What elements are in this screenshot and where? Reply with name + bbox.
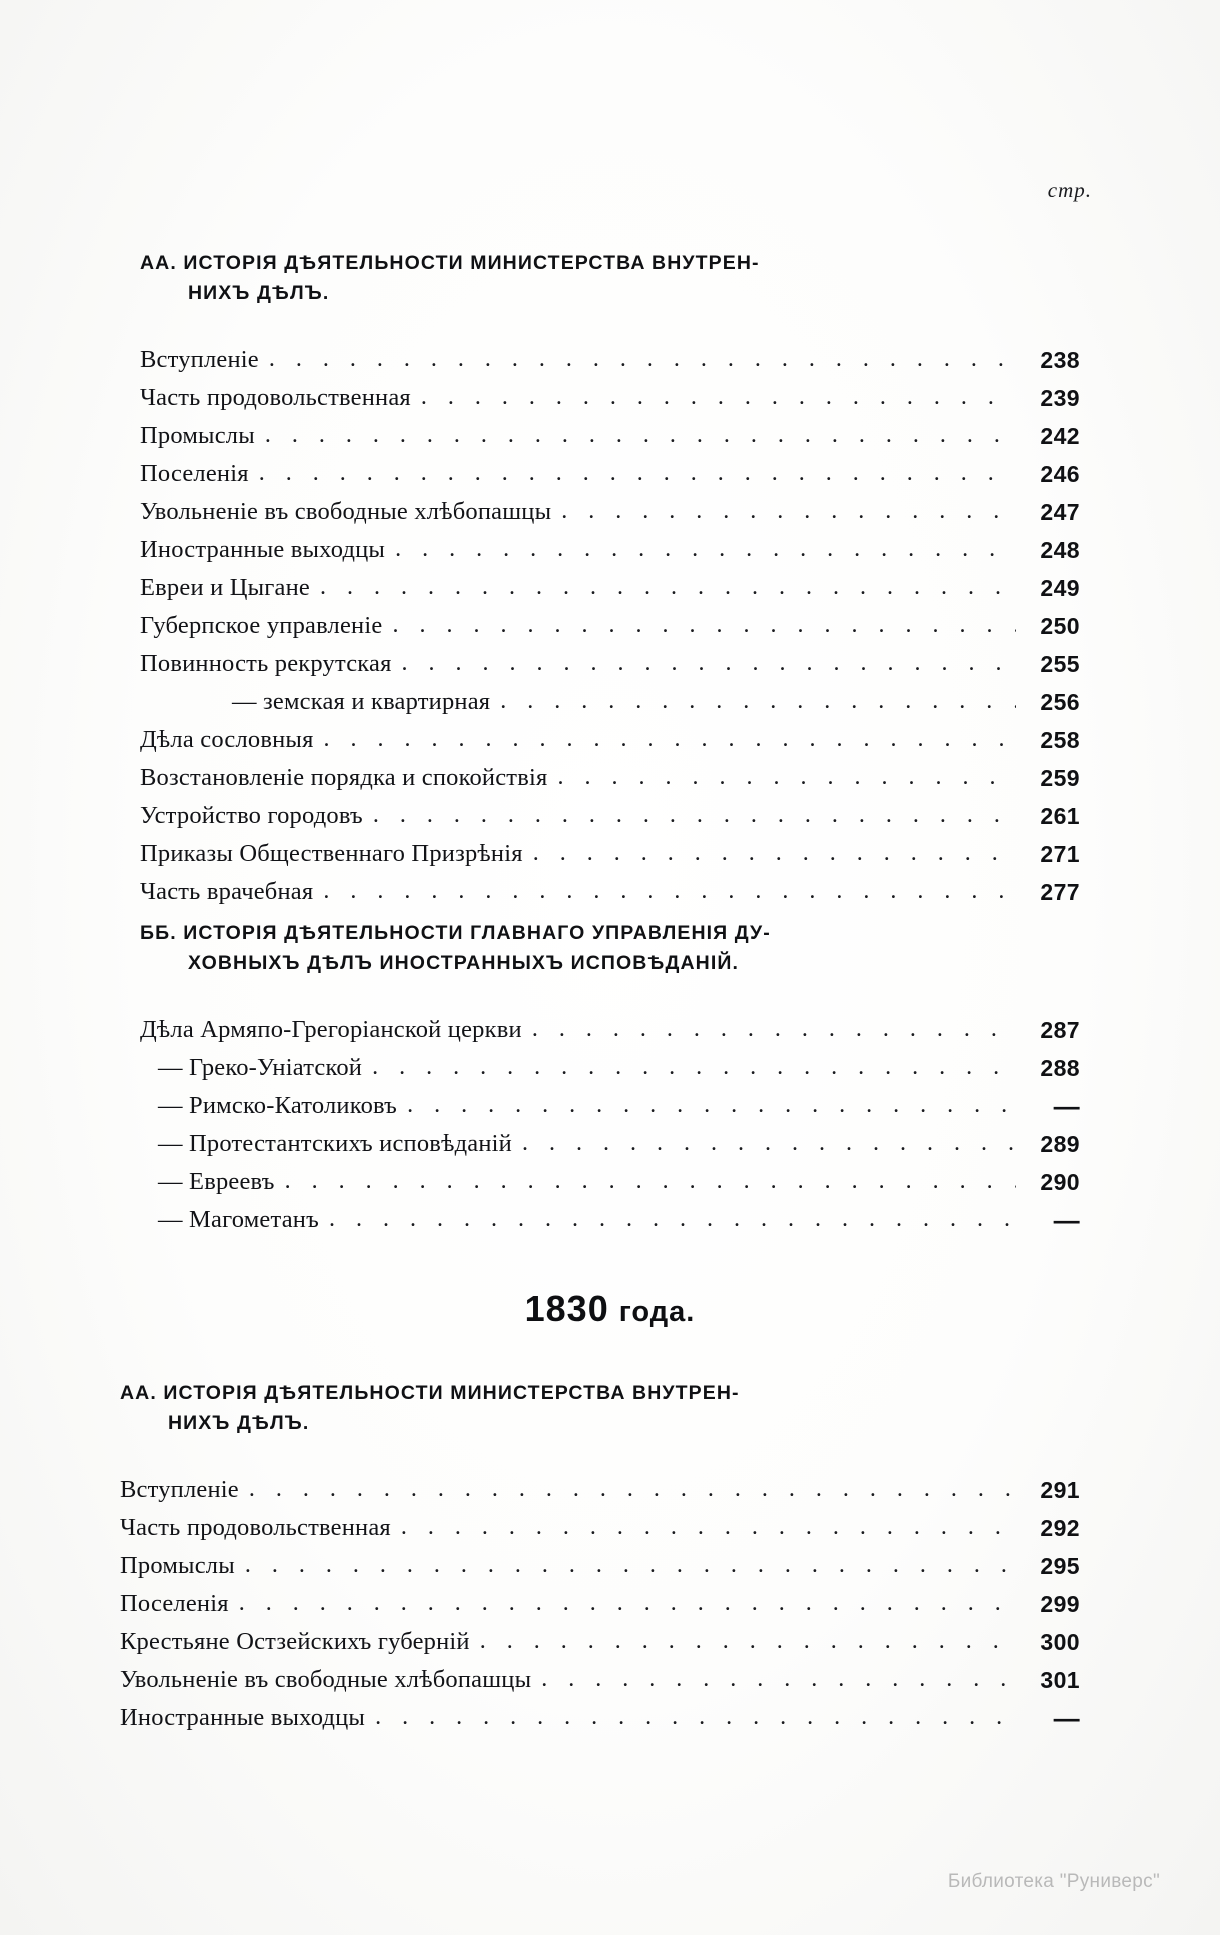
- toc-entry[interactable]: [140, 410, 1080, 448]
- toc-entry-page: 277: [1040, 879, 1080, 906]
- toc-entry-label: Часть врачебная: [140, 877, 314, 905]
- dot-leader: [249, 1476, 1016, 1502]
- toc-entry-page: 288: [1040, 1055, 1080, 1082]
- dot-leader: [269, 346, 1016, 372]
- toc-entry-label: Поселенія: [120, 1589, 229, 1617]
- toc-entry-page: 291: [1040, 1477, 1080, 1504]
- section-heading: [140, 248, 1080, 308]
- section-heading-line-1: АА. ИСТОРІЯ ДѢЯТЕЛЬНОСТИ МИНИСТЕРСТВА ВНУТРЕН-: [140, 252, 760, 274]
- toc-entry[interactable]: [140, 866, 1080, 904]
- year-heading-suffix: года.: [618, 1296, 696, 1328]
- toc-entry-label: Дѣла Армяпо-Грегоріанской церкви: [140, 1015, 522, 1043]
- toc-entry[interactable]: [140, 1194, 1080, 1236]
- toc-entry-label: — земская и квартирная: [232, 687, 491, 715]
- toc-entry-page: 292: [1040, 1515, 1080, 1542]
- section-bb-1829: [140, 918, 1080, 1236]
- dot-leader: [323, 878, 1016, 904]
- dot-leader: [407, 1092, 1016, 1118]
- toc-entry[interactable]: [120, 1654, 1080, 1692]
- section-aa-1829: [140, 248, 1080, 904]
- toc-entry[interactable]: [140, 372, 1080, 410]
- toc-entry-page: 295: [1040, 1553, 1080, 1580]
- dot-leader: [329, 1206, 1016, 1232]
- dot-leader: [402, 650, 1016, 676]
- dot-leader: [265, 422, 1016, 448]
- dot-leader: [522, 1130, 1016, 1156]
- toc-entry-label: — Греко-Уніатской: [158, 1053, 363, 1081]
- toc-entry[interactable]: [140, 828, 1080, 866]
- toc-entry-page: 242: [1040, 423, 1080, 450]
- toc-entry-label: Губерпское управленіе: [140, 611, 383, 639]
- toc-entry[interactable]: [140, 752, 1080, 790]
- section-heading-line-2: ХОВНЫХЪ ДѢЛЪ ИНОСТРАННЫХЪ ИСПОВѢДАНІЙ.: [188, 952, 740, 975]
- toc-entry-label: Часть продовольственная: [120, 1513, 391, 1541]
- toc-entry[interactable]: [140, 714, 1080, 752]
- toc-entry[interactable]: [140, 1118, 1080, 1156]
- toc-entry-label: Иностранные выходцы: [140, 535, 386, 563]
- section-heading-line-2: НИХЪ ДѢЛЪ.: [168, 1412, 310, 1435]
- toc-entry-page: 259: [1040, 765, 1080, 792]
- dot-leader: [480, 1628, 1016, 1654]
- toc-entry-label: Часть продовольственная: [140, 383, 411, 411]
- dot-leader: [401, 1514, 1016, 1540]
- toc-entry[interactable]: [140, 486, 1080, 524]
- toc-entry[interactable]: [140, 334, 1080, 372]
- dot-leader: [285, 1168, 1016, 1194]
- toc-entry-page: 246: [1040, 461, 1080, 488]
- dot-leader: [320, 574, 1016, 600]
- toc-entry-page: 271: [1040, 841, 1080, 868]
- toc-entry[interactable]: [120, 1692, 1080, 1734]
- toc-entry[interactable]: [140, 1080, 1080, 1122]
- dot-leader: [373, 802, 1016, 828]
- toc-entry-label: Возстановленіе порядка и спокойствія: [140, 763, 548, 791]
- dot-leader: [533, 840, 1016, 866]
- toc-entry-label: Вступленіе: [120, 1475, 239, 1503]
- toc-entry-page: 255: [1040, 651, 1080, 678]
- toc-entry[interactable]: [120, 1464, 1080, 1502]
- toc-entry[interactable]: [120, 1502, 1080, 1540]
- toc-entry-label: Увольненіе въ свободные хлѣбопашцы: [120, 1665, 532, 1693]
- toc-entry[interactable]: [140, 1004, 1080, 1042]
- toc-entry-label: Промыслы: [120, 1551, 235, 1579]
- toc-entry[interactable]: [120, 1540, 1080, 1578]
- dot-leader: [259, 460, 1016, 486]
- toc-entry-label: Повинность рекрутская: [140, 649, 392, 677]
- dot-leader: [421, 384, 1016, 410]
- toc-entry-label: Евреи и Цыгане: [140, 573, 310, 601]
- section-heading: [140, 918, 1080, 978]
- dot-leader: [324, 726, 1016, 752]
- dot-leader: [532, 1016, 1016, 1042]
- toc-entry-label: — Протестантскихъ исповѣданій: [158, 1129, 512, 1157]
- dot-leader: [395, 536, 1016, 562]
- dot-leader: [372, 1054, 1016, 1080]
- dot-leader: [561, 498, 1016, 524]
- toc-entry-page: 299: [1040, 1591, 1080, 1618]
- toc-entry[interactable]: [140, 1042, 1080, 1080]
- toc-entry-page: 289: [1040, 1131, 1080, 1158]
- toc-entry-label: Устройство городовъ: [140, 801, 363, 829]
- toc-entry-label: — Магометанъ: [158, 1205, 319, 1233]
- section-aa-1830: [120, 1378, 1080, 1734]
- section-heading-line-1: АА. ИСТОРІЯ ДѢЯТЕЛЬНОСТИ МИНИСТЕРСТВА ВНУТРЕН-: [120, 1382, 740, 1404]
- library-watermark: Библиотека "Руниверс": [947, 1871, 1160, 1892]
- toc-entry-page: 287: [1040, 1017, 1080, 1044]
- toc-entry[interactable]: [140, 790, 1080, 828]
- toc-entry-page: 250: [1040, 613, 1080, 640]
- toc-entry[interactable]: [120, 1616, 1080, 1654]
- toc-entry[interactable]: [140, 562, 1080, 600]
- toc-list: [120, 1464, 1080, 1734]
- toc-entry-label: Приказы Общественнаго Призрѣнія: [140, 839, 523, 867]
- toc-entry-label: Поселенія: [140, 459, 249, 487]
- toc-entry[interactable]: [140, 1156, 1080, 1194]
- dot-leader: [239, 1590, 1016, 1616]
- toc-entry[interactable]: [120, 1578, 1080, 1616]
- toc-entry-page: 249: [1040, 575, 1080, 602]
- toc-entry-page: —: [1053, 1703, 1080, 1734]
- toc-entry[interactable]: [140, 638, 1080, 676]
- toc-list: [140, 1004, 1080, 1236]
- year-heading-year: 1830: [524, 1288, 609, 1329]
- toc-entry-page: 261: [1040, 803, 1080, 830]
- dot-leader: [557, 764, 1016, 790]
- toc-entry-page: 301: [1040, 1667, 1080, 1694]
- toc-entry-label: Промыслы: [140, 421, 255, 449]
- section-heading: [120, 1378, 1080, 1438]
- dot-leader: [541, 1666, 1016, 1692]
- toc-entry-page: —: [1053, 1091, 1080, 1122]
- dot-leader: [500, 688, 1016, 714]
- year-heading: [0, 1288, 1220, 1330]
- toc-entry-label: Дѣла сословныя: [140, 725, 314, 753]
- toc-entry-page: 258: [1040, 727, 1080, 754]
- toc-entry-page: 247: [1040, 499, 1080, 526]
- toc-entry-page: 238: [1040, 347, 1080, 374]
- section-heading-line-2: НИХЪ ДѢЛЪ.: [188, 282, 330, 305]
- dot-leader: [245, 1552, 1016, 1578]
- page-column-label: стр.: [1047, 178, 1092, 202]
- section-heading-line-1: ББ. ИСТОРІЯ ДѢЯТЕЛЬНОСТИ ГЛАВНАГО УПРАВЛЕНІЯ ДУ-: [140, 922, 771, 944]
- toc-entry-page: 256: [1040, 689, 1080, 716]
- toc-list: [140, 334, 1080, 904]
- toc-entry-page: 239: [1040, 385, 1080, 412]
- toc-entry-label: Увольненіе въ свободные хлѣбопашцы: [140, 497, 552, 525]
- toc-entry-label: — Евреевъ: [158, 1167, 275, 1195]
- toc-entry-page: 300: [1040, 1629, 1080, 1656]
- toc-entry-page: 290: [1040, 1169, 1080, 1196]
- dot-leader: [392, 612, 1016, 638]
- toc-entry-label: Иностранные выходцы: [120, 1703, 366, 1731]
- toc-entry[interactable]: [140, 448, 1080, 486]
- toc-entry[interactable]: [140, 676, 1080, 714]
- toc-entry-label: Вступленіе: [140, 345, 259, 373]
- toc-entry[interactable]: [140, 524, 1080, 562]
- toc-entry-label: — Римско-Католиковъ: [158, 1091, 398, 1119]
- toc-entry-page: 248: [1040, 537, 1080, 564]
- toc-entry-label: Крестьяне Остзейскихъ губерній: [120, 1627, 470, 1655]
- toc-entry-page: —: [1053, 1205, 1080, 1236]
- dot-leader: [375, 1704, 1016, 1730]
- toc-entry[interactable]: [140, 600, 1080, 638]
